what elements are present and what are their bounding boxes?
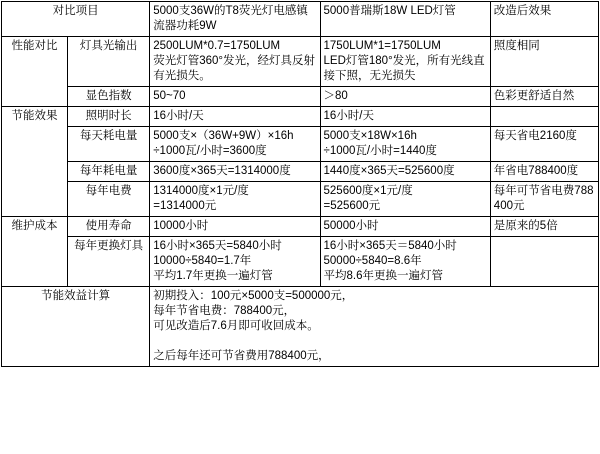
- cell-c: 色彩更舒适自然: [490, 87, 598, 107]
- header-col-a: 5000支36W的T8荧光灯电感镇流器功耗9W: [150, 2, 320, 37]
- cell-b: [320, 182, 490, 217]
- row-label-daily-consumption: 每天耗电量: [68, 127, 150, 162]
- cell-c: 照度相同: [490, 37, 598, 87]
- table-row: [2, 37, 599, 87]
- cell-line: 荧光灯管360°发光，经灯具反射有光损失。: [153, 55, 316, 82]
- row-label-yearly-consumption: 每年耗电量: [68, 162, 150, 182]
- cell-c: [490, 107, 598, 127]
- category-performance: 性能对比: [2, 37, 68, 107]
- cell-line: 525600度×1元/度: [323, 185, 413, 197]
- table-row: [2, 162, 599, 182]
- cell-b: ＞80: [320, 87, 490, 107]
- cell-b: 16小时/天: [320, 107, 490, 127]
- cell-c: [490, 237, 598, 287]
- row-label-yearly-cost: 每年电费: [68, 182, 150, 217]
- cell-a: [150, 127, 320, 162]
- cell-a: [150, 37, 320, 87]
- cell-line: 16小时×365天＝5840小时: [323, 240, 457, 252]
- summary-line: 可见改造后7.6月即可收回成本。: [153, 320, 319, 332]
- cell-line: 5000支×18W×16h: [323, 130, 417, 142]
- header-col-b: 5000普瑞斯18W LED灯管: [320, 2, 490, 37]
- cell-line: LED灯管180°发光，所有光线直接下照，无光损失: [323, 55, 485, 82]
- cell-b: 1440度×365天=525600度: [320, 162, 490, 182]
- cell-line: 16小时×365天=5840小时: [153, 240, 282, 252]
- cell-line: 5000支×（36W+9W）×16h: [153, 130, 294, 142]
- summary-line: 初期投入：100元×5000支=500000元，: [153, 290, 354, 302]
- comparison-sheet: [0, 1, 600, 454]
- table-row: [2, 237, 599, 287]
- row-label-lifetime: 使用寿命: [68, 217, 150, 237]
- cell-line: 平均8.6年更换一遍灯管: [323, 270, 444, 282]
- cell-line: 2500LUM*0.7=1750LUM: [153, 40, 281, 52]
- cell-line: =1314000元: [153, 200, 217, 212]
- summary-line-blank: [153, 334, 595, 349]
- cell-line: 平均1.7年更换一遍灯管: [153, 270, 273, 282]
- header-col-c: 改造后效果: [490, 2, 598, 37]
- cell-line: ÷1000瓦/小时=3600度: [153, 145, 267, 157]
- category-energy-saving: 节能效果: [2, 107, 68, 217]
- cell-line: ÷1000瓦/小时=1440度: [323, 145, 437, 157]
- cell-b: 50000小时: [320, 217, 490, 237]
- cell-c: 每天省电2160度: [490, 127, 598, 162]
- cell-a: 3600度×365天=1314000度: [150, 162, 320, 182]
- cell-a: [150, 182, 320, 217]
- table-row: [2, 127, 599, 162]
- summary-content: [150, 287, 599, 367]
- summary-label: 节能效益计算: [2, 287, 150, 367]
- cell-b: [320, 37, 490, 87]
- cell-line: 50000÷5840=8.6年: [323, 255, 422, 267]
- energy-comparison-table: [1, 1, 599, 367]
- cell-a: 10000小时: [150, 217, 320, 237]
- cell-line: 1314000度×1元/度: [153, 185, 249, 197]
- cell-line: 10000÷5840=1.7年: [153, 255, 252, 267]
- cell-b: [320, 237, 490, 287]
- table-row: [2, 107, 599, 127]
- cell-a: [150, 237, 320, 287]
- summary-line: 之后每年还可节省费用788400元，: [153, 350, 330, 362]
- table-row: [2, 87, 599, 107]
- row-label-cri: 显色指数: [68, 87, 150, 107]
- cell-line: 1750LUM*1=1750LUM: [323, 40, 441, 52]
- category-maintenance-cost: 维护成本: [2, 217, 68, 287]
- cell-line: =525600元: [323, 200, 381, 212]
- table-row-summary: [2, 287, 599, 367]
- cell-c: 年省电788400度: [490, 162, 598, 182]
- cell-a: 16小时/天: [150, 107, 320, 127]
- cell-c: 每年可节省电费788400元: [490, 182, 598, 217]
- row-label-lighting-hours: 照明时长: [68, 107, 150, 127]
- header-label-col: 对比项目: [2, 2, 150, 37]
- table-header-row: [2, 2, 599, 37]
- table-row: [2, 217, 599, 237]
- table-row: [2, 182, 599, 217]
- row-label-yearly-replacement: 每年更换灯具: [68, 237, 150, 287]
- row-label-light-output: 灯具光输出: [68, 37, 150, 87]
- cell-a: 50~70: [150, 87, 320, 107]
- cell-c: 是原来的5倍: [490, 217, 598, 237]
- summary-line: 每年节省电费：788400元，: [153, 305, 296, 317]
- cell-b: [320, 127, 490, 162]
